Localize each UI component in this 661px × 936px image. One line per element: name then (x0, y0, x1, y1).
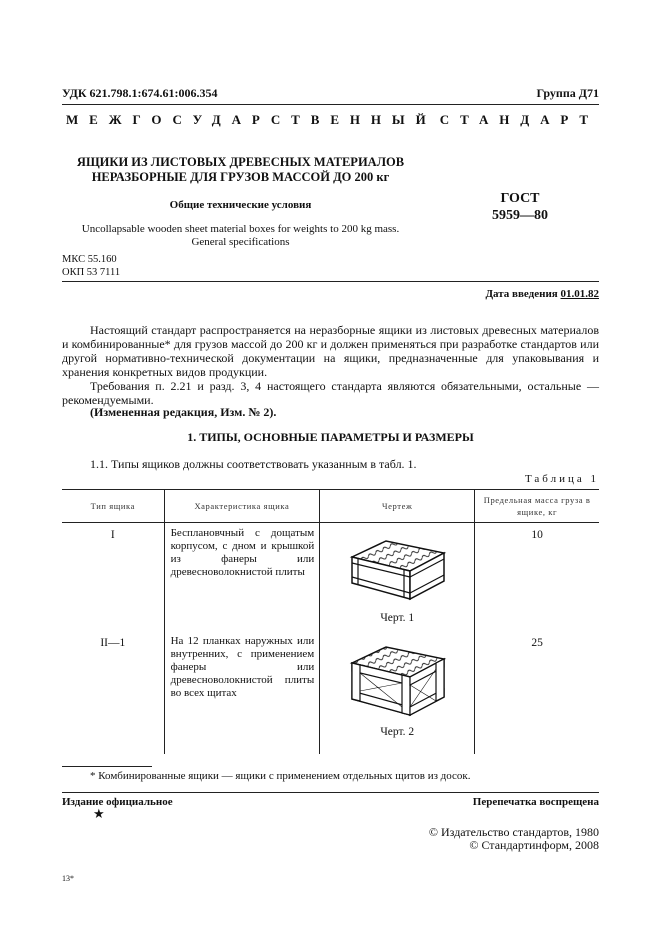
copyright-line-1: © Издательство стандартов, 1980 (428, 825, 599, 839)
row-description: Бесплановчный с дощатым корпусом, с дном и крышкой из фанеры или древесноволокнистой плиты (164, 523, 320, 631)
mks-code: МКС 55.160 (62, 254, 117, 265)
page-mark: 13* (62, 874, 74, 883)
date-value: 01.01.82 (560, 288, 599, 300)
row-mass: 10 (475, 523, 599, 631)
requirements-paragraph: Требования п. 2.21 и разд. 3, 4 настоящего стандарта являются обязательными, остальные — рекомендуемыми. (62, 379, 599, 407)
header-type: Тип ящика (62, 490, 164, 523)
drawing-caption: Черт. 1 (380, 612, 415, 624)
bottom-divider (62, 792, 599, 793)
box-drawing-2 (346, 635, 448, 721)
star-mark: ★ (93, 806, 105, 821)
amendment-note: (Измененная редакция, Изм. № 2). (90, 405, 277, 419)
row-type: I (110, 529, 115, 541)
document-subtitle: Общие технические условия (169, 199, 312, 211)
english-title-line-1: Uncollapsable wooden sheet material boxes for weights to 200 kg mass. (81, 223, 400, 235)
clause-1-1: 1.1. Типы ящиков должны соответствовать указанным в табл. 1. (90, 457, 417, 471)
title-line-1: ЯЩИКИ ИЗ ЛИСТОВЫХ ДРЕВЕСНЫХ МАТЕРИАЛОВ (76, 155, 405, 169)
gost-label: ГОСТ (500, 191, 540, 206)
header-drawing: Чертеж (320, 490, 475, 523)
classification-codes (62, 253, 120, 279)
reprint-prohibited: Перепечатка воспрещена (472, 796, 599, 808)
box-types-table (62, 489, 599, 754)
group-code: Группа Д71 (536, 86, 599, 100)
row-description: На 12 планках наружных или внутренних, с применением фанеры или древесноволокнистой плиты во всех щитах (164, 631, 320, 755)
english-title (62, 223, 419, 249)
official-edition: Издание официальное (62, 796, 173, 808)
english-title-line-2: General specifications (191, 236, 290, 248)
copyright-line-2: © Стандартинформ, 2008 (469, 838, 599, 852)
okp-code: ОКП 53 7111 (62, 267, 121, 278)
table-row (62, 523, 599, 631)
gost-designation (470, 190, 570, 224)
row-mass: 25 (475, 631, 599, 755)
box-drawing-1 (346, 527, 448, 607)
intro-paragraph: Настоящий стандарт распространяется на неразборные ящики из листовых древесных материалов и комбинированные* для грузов массой до 200 кг и должен применяться при разработке стандартов или другой нормативно-технической документации на ящики, предназначенные для упаковывания и хранения конкретных видов продукции. (62, 323, 599, 379)
gost-number: 5959—80 (492, 208, 548, 223)
standard-type-left: МЕЖГОСУДАРСТВЕННЫЙ (66, 112, 437, 127)
section-heading: 1. ТИПЫ, ОСНОВНЫЕ ПАРАМЕТРЫ И РАЗМЕРЫ (187, 430, 474, 444)
standard-type-right: СТАНДАРТ (439, 112, 599, 127)
document-title (62, 155, 419, 185)
drawing-caption: Черт. 2 (380, 725, 415, 738)
udk-code: УДК 621.798.1:674.61:006.354 (62, 86, 218, 100)
copyright-block (429, 826, 599, 852)
middle-divider (62, 281, 599, 282)
header-characteristic: Характеристика ящика (164, 490, 320, 523)
footnote-divider (62, 766, 152, 767)
title-line-2: НЕРАЗБОРНЫЕ ДЛЯ ГРУЗОВ МАССОЙ ДО 200 кг (91, 170, 390, 184)
header-max-mass: Предельная масса груза в ящике, кг (475, 490, 599, 523)
row-drawing (320, 523, 475, 631)
date-label: Дата введения (485, 288, 558, 300)
table-caption: Таблица 1 (524, 473, 599, 485)
footnote: * Комбинированные ящики — ящики с применением отдельных щитов из досок. (90, 770, 471, 782)
row-drawing (320, 631, 475, 755)
row-type: II—1 (100, 636, 126, 649)
introduction-date (485, 288, 599, 300)
top-divider (62, 104, 599, 105)
table-row (62, 631, 599, 755)
table-header-row (62, 490, 599, 523)
